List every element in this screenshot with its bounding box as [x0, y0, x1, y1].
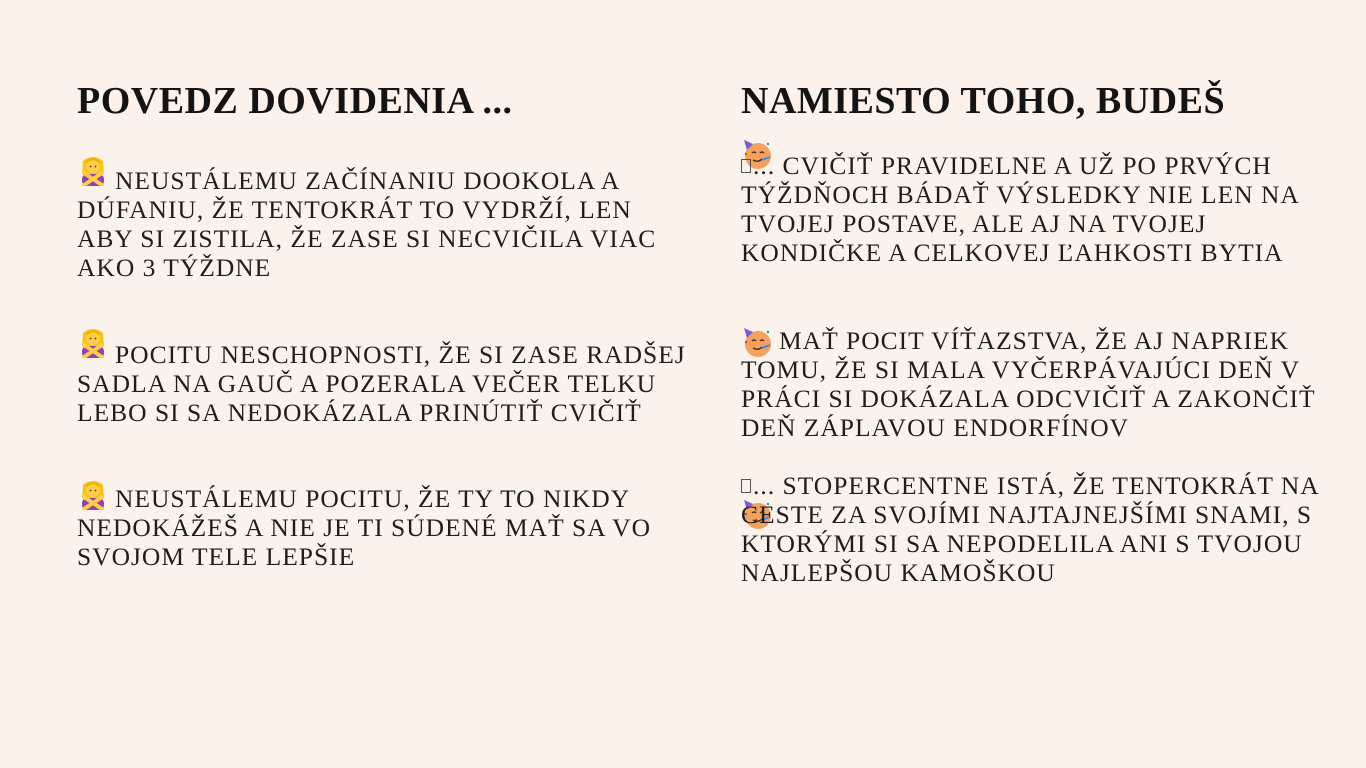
- left-item-3-text: NEUSTÁLEMU POCITU, ŽE TY TO NIKDY NEDOKÁŽEŠ A NIE JE TI SÚDENÉ MAŤ SA VO SVOJOM TELE LEPŠIE: [77, 484, 651, 571]
- right-item-1-text: CVIČIŤ PRAVIDELNE A UŽ PO PRVÝCH TÝŽDŇOCH BÁDAŤ VÝSLEDKY NIE LEN NA TVOJEJ POSTAVE, ALE AJ NA TVOJEJ KONDIČKE A CELKOVEJ ĽAHKOSTI BYTIA: [741, 151, 1299, 267]
- right-item-3-lead: ...: [753, 471, 776, 500]
- left-item-1-text: NEUSTÁLEMU ZAČÍNANIU DOOKOLA A DÚFANIU, ŽE TENTOKRÁT TO VYDRŽÍ, LEN ABY SI ZISTILA, ŽE ZASE SI NECVIČILA VIAC AKO 3 TÝŽDNE: [77, 166, 657, 282]
- right-item-1: [741, 151, 1331, 267]
- right-heading: NAMIESTO TOHO, BUDEŠ: [741, 80, 1226, 122]
- left-item-2-text: POCITU NESCHOPNOSTI, ŽE SI ZASE RADŠEJ SADLA NA GAUČ A POZERALA VEČER TELKU LEBO SI SA NEDOKÁZALA PRINÚTIŤ CVIČIŤ: [77, 340, 686, 427]
- left-column: [77, 78, 687, 571]
- right-item-2-text: MAŤ POCIT VÍŤAZSTVA, ŽE AJ NAPRIEK TOMU, ŽE SI MALA VYČERPÁVAJÚCI DEŇ V PRÁCI SI DOKÁZALA ODCVIČIŤ A ZAKONČIŤ DEŇ ZÁPLAVOU ENDORFÍNOV: [741, 326, 1316, 442]
- right-column: [741, 78, 1331, 587]
- left-item-1: [77, 166, 687, 282]
- right-item-3-text: STOPERCENTNE ISTÁ, ŽE TENTOKRÁT NA CESTE ZA SVOJÍMI NAJTAJNEJŠÍMI SNAMI, S KTORÝMI SI SA NEPODELILA ANI S TVOJOU NAJLEPŠOU KAMOŠKOU: [741, 471, 1319, 587]
- right-item-1-lead: ...: [753, 151, 776, 180]
- right-item-2: [741, 326, 1331, 442]
- right-item-3: [741, 471, 1331, 587]
- missing-glyph-icon: [741, 479, 751, 493]
- left-heading: POVEDZ DOVIDENIA ...: [77, 80, 513, 122]
- missing-glyph-icon: [741, 159, 751, 173]
- left-item-2: [77, 340, 687, 427]
- left-item-3: [77, 484, 687, 571]
